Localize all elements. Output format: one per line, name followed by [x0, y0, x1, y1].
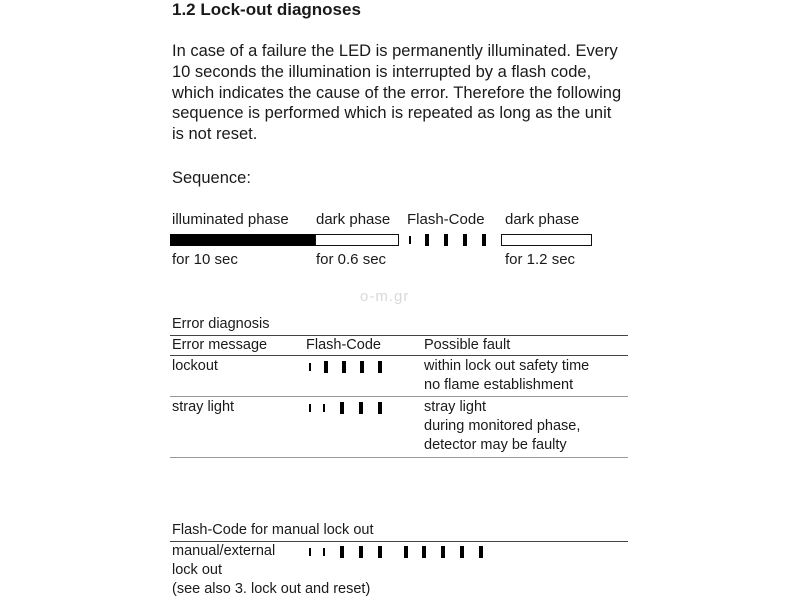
duration-label: for 0.6 sec [316, 251, 387, 268]
fault-line: within lock out safety time [424, 358, 590, 374]
intro-paragraph [172, 41, 632, 145]
error-message-cell: lockout [172, 358, 218, 374]
long-flash-mark [425, 234, 429, 246]
manual-message-line: (see also 3. lock out and reset) [172, 581, 371, 597]
error-diagnosis-title: Error diagnosis [172, 316, 270, 332]
long-flash-mark [342, 361, 346, 373]
table-rule [170, 355, 628, 356]
sequence-title: Sequence: [172, 169, 251, 187]
fault-line: no flame establishment [424, 377, 574, 393]
fault-line: detector may be faulty [424, 437, 567, 453]
phase-label-flash-code: Flash-Code [407, 211, 485, 228]
long-flash-mark [422, 546, 426, 558]
long-flash-mark [360, 361, 364, 373]
table-rule [170, 541, 628, 542]
manual-lockout-title: Flash-Code for manual lock out [172, 522, 374, 538]
short-flash-mark [323, 404, 325, 412]
long-flash-mark [463, 234, 467, 246]
paragraph-line: 10 seconds the illumination is interrupted by a flash code, [172, 62, 592, 81]
long-flash-mark [444, 234, 448, 246]
section-heading: 1.2 Lock-out diagnoses [172, 0, 361, 19]
paragraph-line: is not reset. [172, 125, 258, 144]
long-flash-mark [378, 361, 382, 373]
column-header-flash-code: Flash-Code [306, 337, 381, 353]
short-flash-mark [323, 548, 325, 556]
long-flash-mark [479, 546, 483, 558]
short-flash-mark [409, 236, 411, 244]
table-rule [170, 396, 628, 397]
paragraph-line: sequence is performed which is repeated as long as the unit [172, 104, 612, 123]
paragraph-line: In case of a failure the LED is permanently illuminated. Every [172, 42, 618, 60]
long-flash-mark [441, 546, 445, 558]
long-flash-mark [482, 234, 486, 246]
illuminated-phase-bar [170, 234, 315, 246]
short-flash-mark [309, 548, 311, 556]
long-flash-mark [340, 402, 344, 414]
phase-label-illuminated: illuminated phase [172, 211, 289, 228]
duration-label: for 10 sec [172, 251, 238, 268]
long-flash-mark [378, 402, 382, 414]
dark-phase-bar [315, 234, 399, 246]
long-flash-mark [404, 546, 408, 558]
error-message-cell: stray light [172, 399, 235, 415]
short-flash-mark [309, 363, 311, 371]
dark-phase-bar-2 [501, 234, 592, 246]
long-flash-mark [359, 402, 363, 414]
manual-message-line: manual/external [172, 543, 276, 559]
paragraph-line: which indicates the cause of the error. Therefore the following [172, 83, 622, 102]
column-header-message: Error message [172, 337, 268, 353]
long-flash-mark [378, 546, 382, 558]
table-rule [170, 457, 628, 458]
short-flash-mark [309, 404, 311, 412]
manual-message-line: lock out [172, 562, 222, 578]
long-flash-mark [340, 546, 344, 558]
long-flash-mark [359, 546, 363, 558]
table-rule [170, 335, 628, 336]
watermark: o-m.gr [360, 288, 410, 305]
fault-line: during monitored phase, [424, 418, 581, 434]
long-flash-mark [324, 361, 328, 373]
long-flash-mark [460, 546, 464, 558]
fault-line: stray light [424, 399, 487, 415]
phase-label-dark-2: dark phase [505, 211, 580, 228]
column-header-fault: Possible fault [424, 337, 511, 353]
phase-label-dark: dark phase [316, 211, 391, 228]
duration-label: for 1.2 sec [505, 251, 576, 268]
